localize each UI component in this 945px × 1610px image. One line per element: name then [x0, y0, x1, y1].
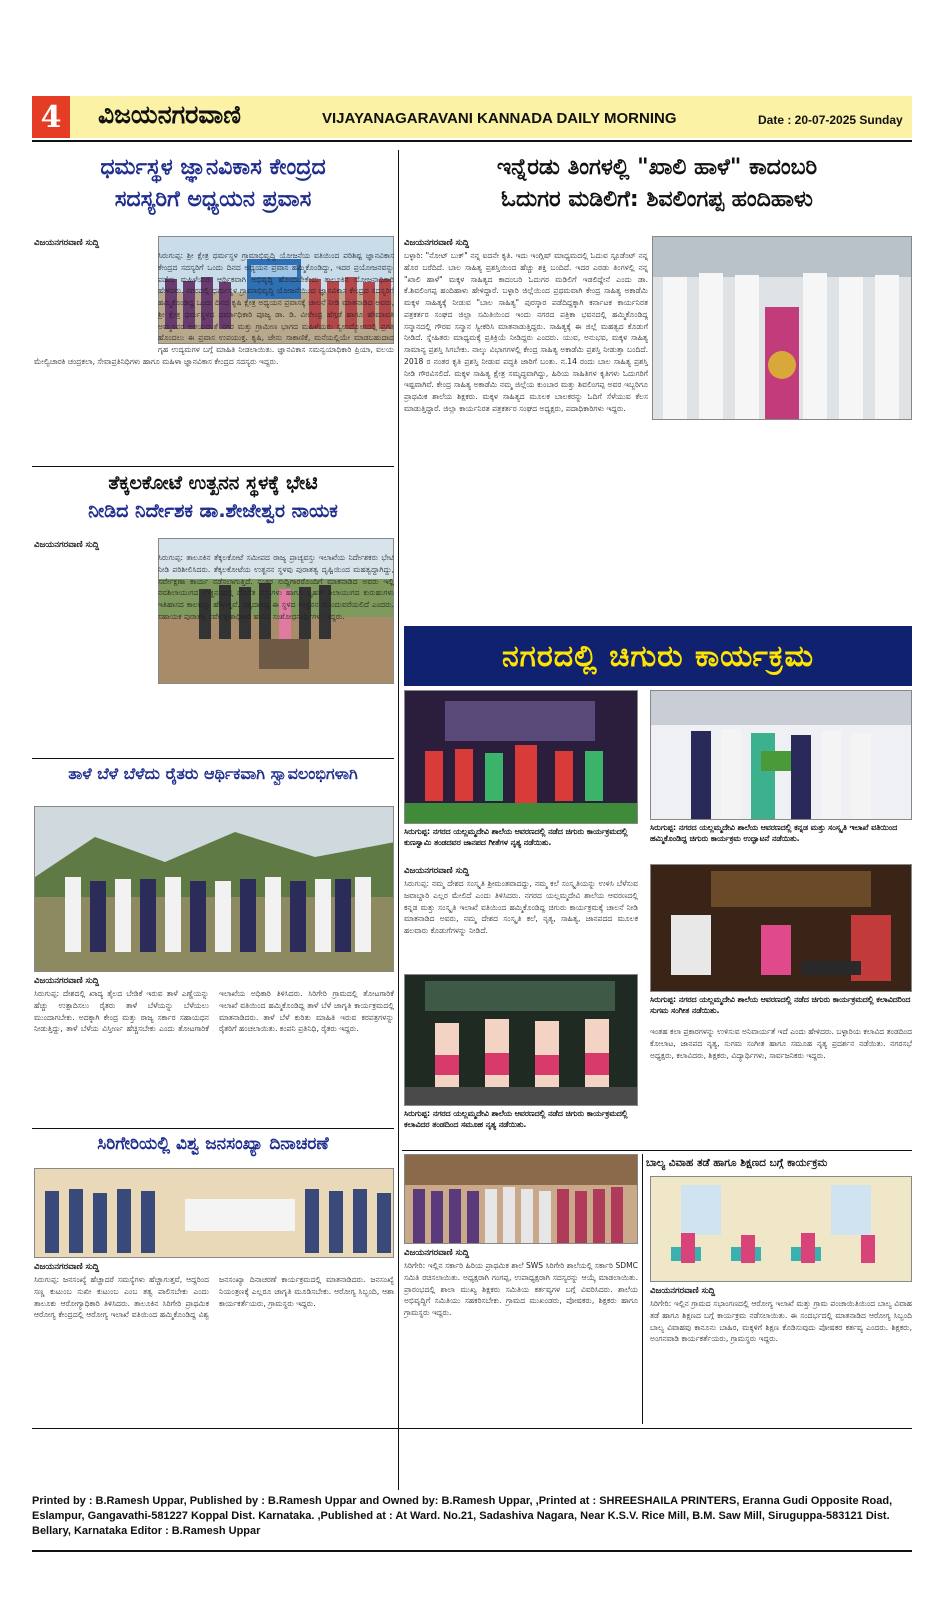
article-5-byline: ವಿಜಯನಗರವಾಣಿ ಸುದ್ದಿ	[404, 238, 470, 248]
chiguru-photo-4	[650, 864, 912, 992]
article-3-body: ಸಿರುಗುಪ್ಪ: ದೇಶದಲ್ಲಿ ಖಾದ್ಯ ತೈಲದ ಬೇಡಿಕೆ ಇರುವ ತಾಳೆ ಎಣ್ಣೆಯನ್ನು ಹೆಚ್ಚು ಉತ್ಪಾದಿಸಲು ರೈತರು ತಾಳೆ ಬೆಳೆಯನ್ನು ಬೆಳೆಯಲು ಮುಂದಾಗಬೇಕು. ಅದಕ್ಕಾಗಿ ಕೇಂದ್ರ ಮತ್ತು ರಾಜ್ಯ ಸರ್ಕಾರ ಸಹಾಯಧನ ನೀಡುತ್ತಿದ್ದು, ತಾಳೆ ಬೆಳೆಯ ವಿಸ್ತೀರ್ಣ ಹೆಚ್ಚಿಸಬೇಕು ಎಂದು ತೋಟಗಾರಿಕೆ ಇಲಾಖೆಯ ಅಧಿಕಾರಿ ತಿಳಿಸಿದರು. ಸಿರಿಗೇರಿ ಗ್ರಾಮದಲ್ಲಿ ತೋಟಗಾರಿಕೆ ಇಲಾಖೆ ವತಿಯಿಂದ ಹಮ್ಮಿಕೊಂಡಿದ್ದ ತಾಳೆ ಬೆಳೆ ಜಾಗೃತಿ ಕಾರ್ಯಕ್ರಮದಲ್ಲಿ ಮಾತನಾಡಿದರು. ತಾಳೆ ಬೆಳೆ ಕುರಿತು ಮಾಹಿತಿ ಇರುವ ಕರಪತ್ರಗಳನ್ನು ರೈತರಿಗೆ ಹಂಚಲಾಯಿತು. ಕಂಪನಿ ಪ್ರತಿನಿಧಿ, ರೈತರು ಇದ್ದರು.	[34, 989, 394, 1034]
article-8-byline: ವಿಜಯನಗರವಾಣಿ ಸುದ್ದಿ	[650, 1286, 716, 1296]
article-4-photo	[34, 1168, 394, 1258]
masthead-rule	[32, 140, 912, 142]
article-4-headline: ಸಿರಿಗೇರಿಯಲ್ಲಿ ವಿಶ್ವ ಜನಸಂಖ್ಯಾ ದಿನಾಚರಣೆ	[97, 1134, 329, 1154]
column-divider	[398, 150, 399, 1490]
article-8-headline: ಬಾಲ್ಯ ವಿವಾಹ ತಡೆ ಹಾಗೂ ಶಿಕ್ಷಣದ ಬಗ್ಗೆ ಕಾರ್ಯಕ್ರಮ	[646, 1157, 828, 1169]
column-divider	[642, 1154, 643, 1424]
article-1-headline: ಧರ್ಮಸ್ಥಳ ಜ್ಞಾನವಿಕಾಸ ಕೇಂದ್ರದ ಸದಸ್ಯರಿಗೆ ಅಧ್ಯಯನ ಪ್ರವಾಸ	[100, 155, 326, 212]
article-3-photo	[34, 806, 394, 972]
chiguru-body-right: ಇಂತಹ ಕಲಾ ಪ್ರಕಾರಗಳನ್ನು ಉಳಿಸುವ ಅನಿವಾರ್ಯತೆ ಇದೆ ಎಂದು ಹೇಳಿದರು. ಬಳ್ಳಾರಿಯ ಕಲಾವಿದ ತಂಡದಿಂದ ಕೋಲಾಟ, ಜಾನಪದ ನೃತ್ಯ, ಸುಗಮ ಸಂಗೀತ ಹಾಗೂ ಸಮೂಹ ನೃತ್ಯ ಪ್ರದರ್ಶನ ನಡೆಯಿತು. ನಗರಸಭೆ ಅಧ್ಯಕ್ಷರು, ಕಲಾವಿದರು, ಶಿಕ್ಷಕರು, ವಿದ್ಯಾರ್ಥಿಗಳು, ಸಾರ್ವಜನಿಕರು ಇದ್ದರು.	[650, 1027, 912, 1060]
article-5-headline: ಇನ್ನೆರಡು ತಿಂಗಳಲ್ಲಿ "ಖಾಲಿ ಹಾಳೆ" ಕಾದಂಬರಿ ಓದುಗರ ಮಡಿಲಿಗೆ: ಶಿವಲಿಂಗಪ್ಪ ಹಂದಿಹಾಳು	[496, 155, 818, 212]
chiguru-caption-1: ಸಿರುಗುಪ್ಪ: ನಗರದ ಯಲ್ಲಮ್ಮದೇವಿ ಶಾಲೆಯ ಆವರಣದಲ್ಲಿ ನಡೆದ ಚಿಗುರು ಕಾರ್ಯಕ್ರಮದಲ್ಲಿ ಕುಣಸ್ವಾಮಿ ತಂಡದವರ ಜಾನಪದ ಗೀತೆಗಳ ನೃತ್ಯ ನಡೆಯಿತು.	[404, 827, 628, 848]
chiguru-caption-4: ಸಿರುಗುಪ್ಪ: ನಗರದ ಯಲ್ಲಮ್ಮದೇವಿ ಶಾಲೆಯ ಆವರಣದಲ್ಲಿ ನಡೆದ ಚಿಗುರು ಕಾರ್ಯಕ್ರಮದಲ್ಲಿ ಕಲಾವಿದರಿಂದ ಸುಗಮ ಸಂಗೀತ ನಡೆಯಿತು.	[650, 995, 911, 1016]
article-2-headline: ತೆಕ್ಕಲಕೋಟೆ ಉತ್ಖನನ ಸ್ಥಳಕ್ಕೆ ಭೇಟಿ ನೀಡಿದ ನಿರ್ದೇಶಕ ಡಾ.ಶೇಜೇಶ್ವರ ನಾಯಕ	[88, 472, 338, 522]
article-7-body: ಸಿರಿಗೇರಿ: ಇಲ್ಲಿನ ಸರ್ಕಾರಿ ಹಿರಿಯ ಪ್ರಾಥಮಿಕ ಶಾಲೆ SWS ಸಿರಿಗೇರಿ ಶಾಲೆಯಲ್ಲಿ ಸರ್ಕಾರಿ SDMC ಸಮಿತಿ ರಚಿಸಲಾಯಿತು. ಅಧ್ಯಕ್ಷರಾಗಿ ಗಂಗಪ್ಪ, ಉಪಾಧ್ಯಕ್ಷರಾಗಿ ಸದಸ್ಯರನ್ನು ಆಯ್ಕೆ ಮಾಡಲಾಯಿತು. ಪ್ರಾರಂಭದಲ್ಲಿ ಶಾಲಾ ಮುಖ್ಯ ಶಿಕ್ಷಕರು ಸಮಿತಿಯ ಕರ್ತವ್ಯಗಳ ಬಗ್ಗೆ ವಿವರಿಸಿದರು. ಶಾಲೆಯ ಅಭಿವೃದ್ಧಿಗೆ ಸಮಿತಿಯು ಸಹಕರಿಸಬೇಕು. ಗ್ರಾಮದ ಮುಖಂಡರು, ಪೋಷಕರು, ಶಿಕ್ಷಕರು ಹಾಗೂ ಗ್ರಾಮಸ್ಥರು ಇದ್ದರು.	[404, 1261, 638, 1318]
imprint-line: Bellary, Karnataka Editor : B.Ramesh Uppar	[32, 1524, 261, 1537]
newspaper-logo: ವಿಜಯನಗರವಾಣಿ	[98, 100, 241, 129]
article-8-photo	[650, 1176, 912, 1282]
article-1-body: ಸಿರುಗುಪ್ಪ: ಶ್ರೀ ಕ್ಷೇತ್ರ ಧರ್ಮಸ್ಥಳ ಗ್ರಾಮಾಭಿವೃದ್ಧಿ ಯೋಜನೆಯ ವತಿಯಿಂದ ಪರಿಶಿಷ್ಟ ಜ್ಞಾನವಿಕಾಸ ಕೇಂದ್ರದ ಸದಸ್ಯರಿಗೆ ಒಂದು ದಿನದ ಅಧ್ಯಯನ ಪ್ರವಾಸ ಹಮ್ಮಿಕೊಂಡಿದ್ದು, ಇದರ ಪ್ರಯೋಜನವನ್ನು ಪಡೆದು ಮಹಿಳೆಯರು ಆರ್ಥಿಕವಾಗಿ ಅಭಿವೃದ್ಧಿ ಹೊಂದಬೇಕೆಂದು ತಾಲೂಕಿನ ಯೋಜನಾಧಿಕಾರಿ ಹೇಳಿದರು. ನಗರದಲ್ಲಿ ಧರ್ಮಸ್ಥಳ ಗ್ರಾಮಾಭಿವೃದ್ಧಿ ಯೋಜನೆಯಿಂದ ಜ್ಞಾನವಿಕಾಸ ಕೇಂದ್ರದ ಸದಸ್ಯರಿಗೆ ಹಮ್ಮಿಕೊಂಡಿದ್ದ ಒಂದು ದಿನದ ಕೃಷಿ ಕ್ಷೇತ್ರ ಅಧ್ಯಯನ ಪ್ರವಾಸಕ್ಕೆ ಚಾಲನೆ ನೀಡಿ ಮಾತನಾಡಿದ ಅವರು, ಶ್ರೀ ಕ್ಷೇತ್ರ ಧರ್ಮಸ್ಥಳದ ಧರ್ಮಾಧಿಕಾರಿ ಪೂಜ್ಯ ಡಾ. ಡಿ. ವೀರೇಂದ್ರ ಹೆಗ್ಗಡೆ ಹಾಗೂ ಹೇಮಾವತಿ ಅಮ್ಮನವರ ಆಶಯದಂತೆ ನಗರ ಮತ್ತು ಗ್ರಾಮೀಣ ಭಾಗದ ಮಹಿಳೆಯರು ಸ್ವಉದ್ಯೋಗದಲ್ಲಿ ಪ್ರಗತಿ ಹೊಂದಲು ಈ ಪ್ರವಾಸ ಉಪಯುಕ್ತ. ಕೃಷಿ, ಜೇನು ಸಾಕಾಣಿಕೆ, ಮನೆಯಲ್ಲಿಯೇ ಮಾಡಬಹುದಾದ ಗೃಹ ಉದ್ಯಮಗಳ ಬಗ್ಗೆ ಮಾಹಿತಿ ನೀಡಲಾಯಿತು. ಜ್ಞಾನವಿಕಾಸ ಸಮನ್ವಯಾಧಿಕಾರಿ ಪ್ರಿಯಾ, ವಲಯ ಮೇಲ್ವಿಚಾರಕಿ ಚಂದ್ರಕಲಾ, ಸೇವಾಪ್ರತಿನಿಧಿಗಳು ಹಾಗೂ ಮಹಿಳಾ ಜ್ಞಾನವಿಕಾಸ ಕೇಂದ್ರದ ಸದಸ್ಯರು ಇದ್ದರು.	[34, 251, 394, 366]
article-7-photo	[404, 1154, 638, 1244]
article-7-byline: ವಿಜಯನಗರವಾಣಿ ಸುದ್ದಿ	[404, 1248, 470, 1258]
chiguru-caption-3: ಸಿರುಗುಪ್ಪ: ನಗರದ ಯಲ್ಲಮ್ಮದೇವಿ ಶಾಲೆಯ ಆವರಣದಲ್ಲಿ ನಡೆದ ಚಿಗುರು ಕಾರ್ಯಕ್ರಮದಲ್ಲಿ ಕಲಾವಿದರ ತಂಡದಿಂದ ಸಮೂಹ ನೃತ್ಯ ನಡೆಯಿತು.	[404, 1109, 628, 1130]
chiguru-body-left: ಸಿರುಗುಪ್ಪ: ನಮ್ಮ ದೇಶದ ಸಂಸ್ಕೃತಿ ಶ್ರೀಮಂತವಾದದ್ದು, ನಮ್ಮ ಕಲೆ ಸಂಸ್ಕೃತಿಯನ್ನು ಉಳಿಸಿ ಬೆಳೆಸುವ ಜವಾಬ್ದಾರಿ ಎಲ್ಲರ ಮೇಲಿದೆ ಎಂದು ತಿಳಿಸಿದರು. ನಗರದ ಯಲ್ಲಮ್ಮದೇವಿ ಶಾಲೆಯ ಆವರಣದಲ್ಲಿ ಕನ್ನಡ ಮತ್ತು ಸಂಸ್ಕೃತಿ ಇಲಾಖೆ ವತಿಯಿಂದ ಹಮ್ಮಿಕೊಂಡಿದ್ದ ಚಿಗುರು ಕಾರ್ಯಕ್ರಮಕ್ಕೆ ಚಾಲನೆ ನೀಡಿ ಮಾತನಾಡಿದ ಅವರು, ನಮ್ಮ ದೇಶದ ಸಂಸ್ಕೃತಿ ಕಲೆ, ನೃತ್ಯ, ಸಾಹಿತ್ಯ, ಜಾನಪದದ ಮೂಲಕ ಹಲವಾರು ಕೊಡುಗೆಗಳನ್ನು ನೀಡಿದೆ.	[404, 879, 638, 936]
article-divider	[402, 1150, 912, 1151]
article-divider	[32, 758, 394, 759]
imprint-line: Eslampur, Gangavathi-581227 Koppal Dist. Karnataka. ,Published at : At Ward. No.21, Sadashiva Nagara, Near K.S.V. Rice Mill, B.M. Saw Mill, Siruguppa-583121 Dist.	[32, 1509, 890, 1522]
article-8-body: ಸಿರಿಗೇರಿ: ಇಲ್ಲಿನ ಗ್ರಾಮದ ಸಭಾಂಗಣದಲ್ಲಿ ಆರೋಗ್ಯ ಇಲಾಖೆ ಮತ್ತು ಗ್ರಾಮ ಪಂಚಾಯಿತಿಯಿಂದ ಬಾಲ್ಯ ವಿವಾಹ ತಡೆ ಹಾಗೂ ಶಿಕ್ಷಣದ ಬಗ್ಗೆ ಕಾರ್ಯಕ್ರಮ ನಡೆಸಲಾಯಿತು. ಈ ಸಂದರ್ಭದಲ್ಲಿ ಮಾತನಾಡಿದ ಆರೋಗ್ಯ ಸಿಬ್ಬಂದಿ ಬಾಲ್ಯ ವಿವಾಹವು ಕಾನೂನು ಬಾಹಿರ, ಮಕ್ಕಳಿಗೆ ಶಿಕ್ಷಣ ಕೊಡಿಸುವುದು ಪೋಷಕರ ಕರ್ತವ್ಯ ಎಂದರು. ಶಿಕ್ಷಕರು, ಅಂಗನವಾಡಿ ಕಾರ್ಯಕರ್ತೆಯರು, ಗ್ರಾಮಸ್ಥರು ಇದ್ದರು.	[650, 1299, 912, 1344]
article-1-byline: ವಿಜಯನಗರವಾಣಿ ಸುದ್ದಿ	[34, 238, 100, 248]
chiguru-caption-2: ಸಿರುಗುಪ್ಪ: ನಗರದ ಯಲ್ಲಮ್ಮದೇವಿ ಶಾಲೆಯ ಆವರಣದಲ್ಲಿ ಕನ್ನಡ ಮತ್ತು ಸಂಸ್ಕೃತಿ ಇಲಾಖೆ ವತಿಯಿಂದ ಹಮ್ಮಿಕೊಂಡಿದ್ದ ಚಿಗುರು ಕಾರ್ಯಕ್ರಮ ಉದ್ಘಾಟನೆ ನಡೆಯಿತು.	[650, 823, 898, 844]
article-2-body: ಸಿರುಗುಪ್ಪ: ತಾಲೂಕಿನ ತೆಕ್ಕಲಕೋಟೆ ಸಮೀಪದ ರಾಜ್ಯ ಪ್ರಾಚ್ಯವಸ್ತು ಇಲಾಖೆಯ ನಿರ್ದೇಶಕರು ಭೇಟಿ ನೀಡಿ ಪರಿಶೀಲಿಸಿದರು. ತೆಕ್ಕಲಕೋಟೆಯ ಉತ್ಖನನ ಸ್ಥಳವು ಪುರಾತತ್ವ ದೃಷ್ಟಿಯಿಂದ ಮಹತ್ವದ್ದಾಗಿದ್ದು, ಸರ್ವೇಕ್ಷಣಾ ಕಾರ್ಯ ನಡೆಸಲಾಗುತ್ತಿದೆ. ನಂತರ ಸುದ್ದಿಗಾರರೊಂದಿಗೆ ಮಾತನಾಡಿದ ಅವರು ಇಲ್ಲಿ ನವಶಿಲಾಯುಗದ ಉತ್ಖನನದಲ್ಲಿ ದೊರೆತ ವಸ್ತುಗಳು ಹಾಗೂ ಬೃಹತ್ ಶಿಲಾಯುಗದ ಕುರುಹುಗಳು ಇತಿಹಾಸದ ಕಾಲವನ್ನು ಹೇಳುತ್ತವೆ. ಚಿಕ್ಕದಾಗಿದ್ದ ಈ ಸ್ಥಳದ ಉತ್ಖನನ ಮುಂದುವರೆಯಲಿದೆ ಎಂದರು. ಸಹಾಯಕ ಪುರಾತತ್ವ ಸರ್ವೇಕ್ಷಣಾಧಿಕಾರಿ ಹಾಗೂ ಸಂಶೋಧನಾರ್ಥಿಗಳು ಇದ್ದರು.	[158, 553, 394, 621]
article-3-byline: ವಿಜಯನಗರವಾಣಿ ಸುದ್ದಿ	[34, 976, 100, 986]
imprint	[32, 1494, 912, 1539]
article-2-byline: ವಿಜಯನಗರವಾಣಿ ಸುದ್ದಿ	[34, 540, 100, 550]
chiguru-byline: ವಿಜಯನಗರವಾಣಿ ಸುದ್ದಿ	[404, 866, 470, 876]
chiguru-photo-2	[650, 690, 912, 820]
masthead-subtitle: VIJAYANAGARAVANI KANNADA DAILY MORNING	[322, 110, 677, 127]
article-4-byline: ವಿಜಯನಗರವಾಣಿ ಸುದ್ದಿ	[34, 1262, 100, 1272]
page-number: 4	[32, 96, 70, 138]
footer-bottom-rule	[32, 1550, 912, 1552]
chiguru-photo-3	[404, 974, 638, 1106]
article-4-body: ಸಿರುಗುಪ್ಪ: ಜನಸಂಖ್ಯೆ ಹೆಚ್ಚಾದರೆ ಸಮಸ್ಯೆಗಳು ಹೆಚ್ಚಾಗುತ್ತವೆ, ಆದ್ದರಿಂದ ಸಣ್ಣ ಕುಟುಂಬ ಸುಖೀ ಕುಟುಂಬ ಎಂಬ ತತ್ವ ಪಾಲಿಸಬೇಕು ಎಂದು ತಾಲೂಕು ಆರೋಗ್ಯಾಧಿಕಾರಿ ತಿಳಿಸಿದರು. ತಾಲೂಕಿನ ಸಿರಿಗೇರಿ ಪ್ರಾಥಮಿಕ ಆರೋಗ್ಯ ಕೇಂದ್ರದಲ್ಲಿ ಆರೋಗ್ಯ ಇಲಾಖೆ ವತಿಯಿಂದ ಹಮ್ಮಿಕೊಂಡಿದ್ದ ವಿಶ್ವ ಜನಸಂಖ್ಯಾ ದಿನಾಚರಣೆ ಕಾರ್ಯಕ್ರಮದಲ್ಲಿ ಮಾತನಾಡಿದರು. ಜನಸಂಖ್ಯೆ ನಿಯಂತ್ರಣಕ್ಕೆ ಎಲ್ಲರೂ ಜಾಗೃತಿ ಮೂಡಿಸಬೇಕು. ಆರೋಗ್ಯ ಸಿಬ್ಬಂದಿ, ಆಶಾ ಕಾರ್ಯಕರ್ತೆಯರು, ಗ್ರಾಮಸ್ಥರು ಇದ್ದರು.	[34, 1275, 394, 1320]
article-divider	[32, 466, 394, 467]
issue-date: Date : 20-07-2025 Sunday	[758, 113, 903, 127]
imprint-line: Printed by : B.Ramesh Uppar, Published by : B.Ramesh Uppar and Owned by: B.Ramesh Uppar, ,Printed at : SHREESHAILA PRINTERS, Eranna Gudi Opposite Road,	[32, 1495, 893, 1507]
chiguru-banner: ನಗರದಲ್ಲಿ ಚಿಗುರು ಕಾರ್ಯಕ್ರಮ	[404, 626, 912, 686]
article-3-headline: ತಾಳೆ ಬೆಳೆ ಬೆಳೆದು ರೈತರು ಆರ್ಥಿಕವಾಗಿ ಸ್ವಾವಲಂಭಿಗಳಾಗಿ	[68, 764, 358, 783]
footer-top-rule	[32, 1428, 912, 1429]
article-divider	[32, 1128, 394, 1129]
article-5-body: ಬಳ್ಳಾರಿ: "ನೋಟ್ ಬುಕ್" ನನ್ನ ಐದನೇ ಕೃತಿ. ಇದು ಇಂಗ್ಲಿಷ್ ಮಾಧ್ಯಮದಲ್ಲಿ ಓದುವ ಸ್ಟೂಡೆಂಟ್ ನನ್ನ ಹೊರ ಬರೆದಿದೆ. ಬಾಲ ಸಾಹಿತ್ಯ ಪ್ರಶಸ್ತಿಯಿಂದ ಹೆಚ್ಚು ಶಕ್ತಿ ಬಂದಿದೆ. ಇದರ ಎರಡು ತಿಂಗಳಲ್ಲಿ ನನ್ನ "ಖಾಲಿ ಹಾಳೆ" ಮಕ್ಕಳ ಸಾಹಿತ್ಯದ ಕಾದಂಬರಿ ಓದುಗರ ಮಡಿಲಿಗೆ ಇಡಲಿದ್ದೇನೆ ಎಂದು ಡಾ. ಕೆ.ಶಿವಲಿಂಗಪ್ಪ ಹಂದಿಹಾಳು ಹೇಳಿದ್ದಾರೆ. ಬಳ್ಳಾರಿ ಜಿಲ್ಲೆಯಿಂದ ಪ್ರಥಮವಾಗಿ ಕೇಂದ್ರ ಸಾಹಿತ್ಯ ಅಕಾಡೆಮಿ ಮಕ್ಕಳ ಸಾಹಿತ್ಯಕ್ಕೆ ನೀಡುವ "ಬಾಲ ಸಾಹಿತ್ಯ" ಪುರಸ್ಕಾರ ಪಡೆದಿದ್ದಕ್ಕಾಗಿ ಕರ್ನಾಟಕ ಕಾರ್ಯನಿರತ ಪತ್ರಕರ್ತರ ಸಂಘದ ಜಿಲ್ಲಾ ಸಮಿತಿಯಿಂದ ಇಂದು ನಗರದ ಪತ್ರಿಕಾ ಭವನದಲ್ಲಿ ಹಮ್ಮಿಕೊಂಡಿದ್ದ ಸನ್ಮಾನದಲ್ಲಿ ಗೌರವ ಸನ್ಮಾನ ಸ್ವೀಕರಿಸಿ ಮಾತನಾಡುತ್ತಿದ್ದರು. ಸಾಹಿತ್ಯಕ್ಕೆ ಈ ಜಿಲ್ಲೆ ಮಹತ್ವದ ಕೊಡುಗೆ ನೀಡಿದೆ. ಸ್ನೇಹಿತರು ಮಾಧ್ಯಮಕ್ಕೆ ಪ್ರತಿಕ್ರಿಯೆ ನೀಡಿದ್ದರು ಎಂದರು. ಯುವ, ಅನುಭವ, ಮಕ್ಕಳ ಸಾಹಿತ್ಯ ಸಾಮಾನ್ಯ ಪ್ರಶಸ್ತಿ ಸಿಗಬೇಕು. ನಾಲ್ಕು ವಿಭಾಗಗಳಲ್ಲಿ ಕೇಂದ್ರ ಸಾಹಿತ್ಯ ಅಕಾಡೆಮಿ ಪ್ರಶಸ್ತಿ ನೀಡುತ್ತಾ ಬಂದಿದೆ. 2018 ರ ನಂತರ ಕೃತಿ ಪ್ರಶಸ್ತಿ ನೀಡುವ ಪದ್ಧತಿ ಜಾರಿಗೆ ಬಂತು. ನ.14 ರಂದು ಬಾಲ ಸಾಹಿತ್ಯ ಪ್ರಶಸ್ತಿ ನೀಡಿ ಗೌರವಿಸಲಿದೆ. ಮಕ್ಕಳ ಸಾಹಿತ್ಯ ಕ್ಷೇತ್ರ ಸಮೃದ್ಧವಾಗಿದ್ದು, ಹಿರಿಯ ಸಾಹಿತಿಗಳ ಕೃತಿಗಳು ಓದುಗರಿಗೆ ಇಷ್ಟವಾಗಿವೆ. ಕೇಂದ್ರ ಸಾಹಿತ್ಯ ಅಕಾಡೆಮಿ ನಮ್ಮ ಜಿಲ್ಲೆಯ ಕುಂಬಾರ ಮತ್ತು ಶಿವಲಿಂಗಪ್ಪ ಅವರ ಇಬ್ಬರಿಗೂ ಪ್ರಾಥಮಿಕ ಶಾಲೆಯ ಶಿಕ್ಷಕರು. ಮಕ್ಕಳ ಸಾಹಿತ್ಯದ ಮೂಲಕ ಬಾಲಕರನ್ನು ಓದಿಗೆ ಸೆಳೆಯುವ ಕೆಲಸ ಮಾಡುತ್ತಿದ್ದಾರೆ. ಜಿಲ್ಲಾ ಕಾರ್ಯನಿರತ ಪತ್ರಕರ್ತರ ಸಂಘದ ಅಧ್ಯಕ್ಷರು, ಪದಾಧಿಕಾರಿಗಳು ಇದ್ದರು.	[404, 251, 648, 413]
chiguru-photo-1	[404, 690, 638, 824]
